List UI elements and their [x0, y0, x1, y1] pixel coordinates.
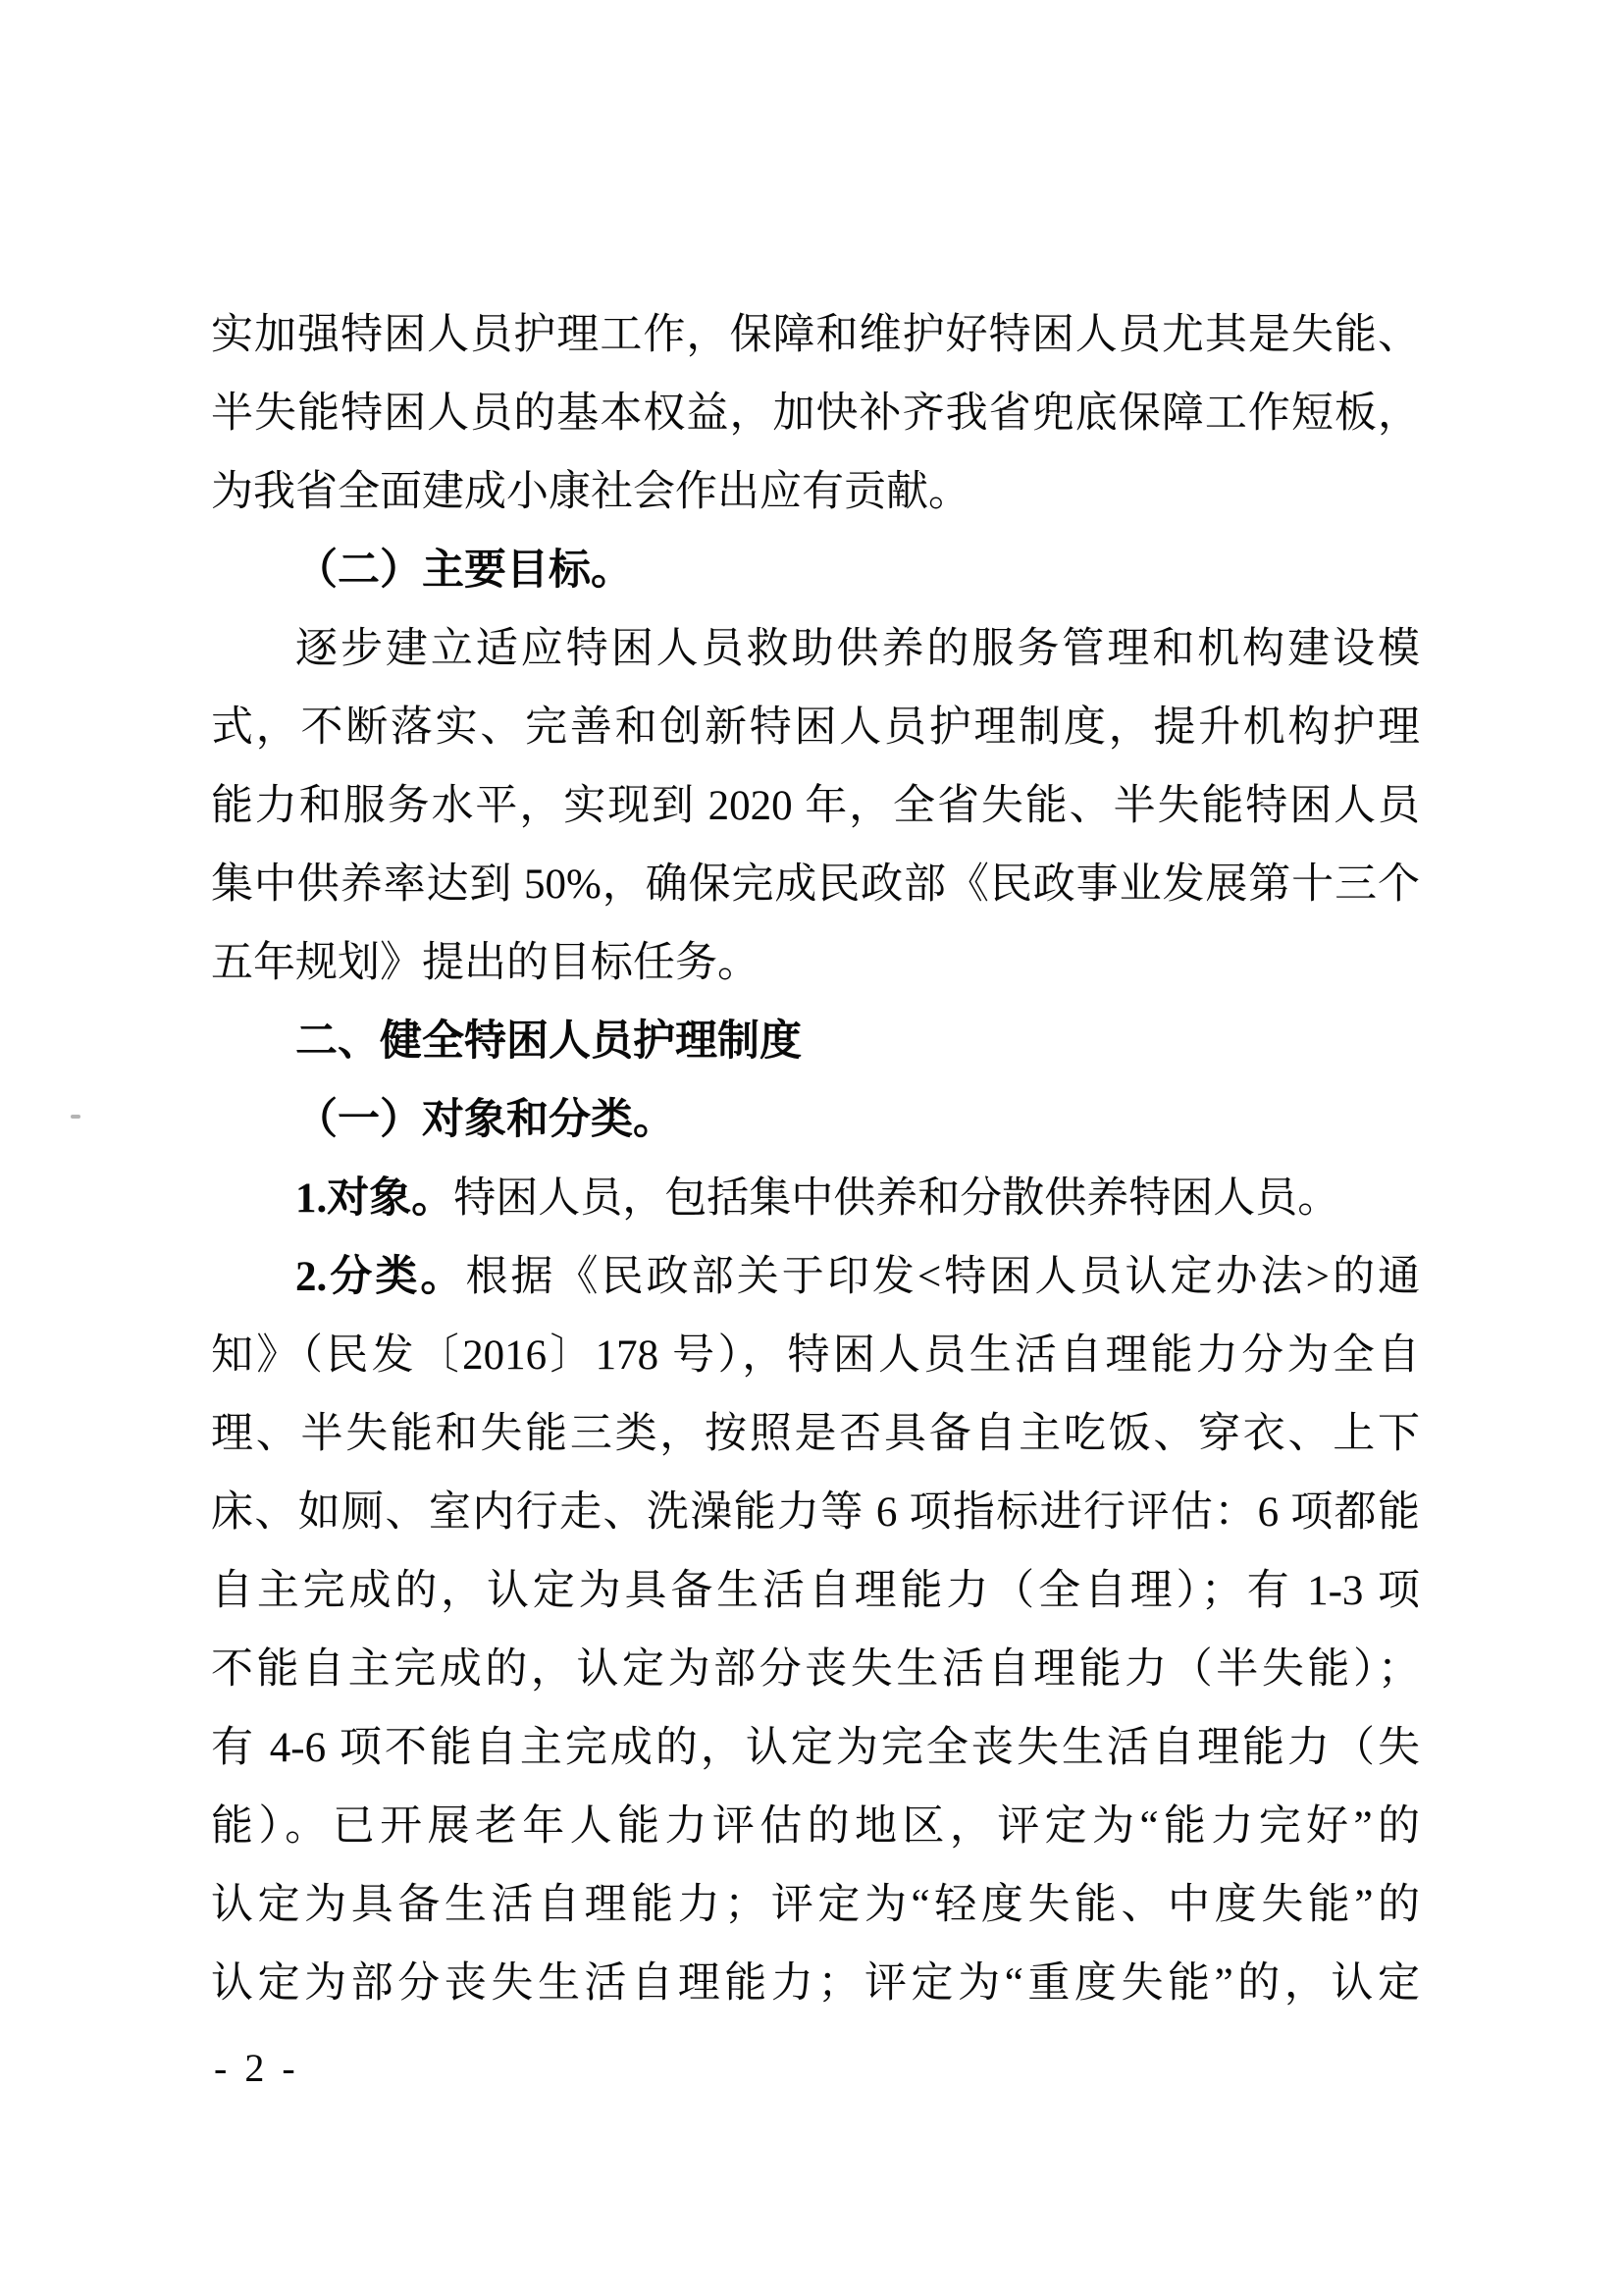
body-text: 能力和服务水平，实现到 2020 年，全省失能、半失能特困人员 — [211, 783, 1420, 829]
body-text: 理、半失能和失能三类，按照是否具备自主吃饭、穿衣、上下 — [211, 1411, 1420, 1457]
body-text: 实加强特困人员护理工作，保障和维护好特困人员尤其是失能、 — [211, 312, 1420, 358]
body-text: 知》（民发〔2016〕178 号），特困人员生活自理能力分为全自 — [211, 1332, 1420, 1379]
body-text: 集中供养率达到 50%，确保完成民政部《民政事业发展第十三个 — [211, 861, 1420, 908]
body-text: 特困人员，包括集中供养和分散供养特困人员。 — [453, 1175, 1340, 1222]
body-text: 能）。已开展老年人能力评估的地区，评定为“能力完好”的 — [211, 1803, 1420, 1850]
text-line — [211, 1866, 1420, 1945]
text-line — [211, 924, 1420, 1003]
heading-text: 1.对象。 — [295, 1175, 454, 1222]
document-body — [211, 296, 1420, 2023]
scan-artifact-speck — [71, 1115, 80, 1119]
text-line — [211, 532, 1420, 610]
body-text: 式，不断落实、完善和创新特困人员护理制度，提升机构护理 — [211, 704, 1420, 751]
text-line — [211, 767, 1420, 846]
text-line — [211, 375, 1420, 453]
text-line — [211, 296, 1420, 375]
body-text: 为我省全面建成小康社会作出应有贡献。 — [211, 469, 970, 515]
text-line — [211, 1160, 1420, 1238]
heading-text: 2.分类。 — [295, 1254, 466, 1300]
text-line — [211, 1552, 1420, 1631]
heading-text: （二）主要目标。 — [295, 548, 633, 594]
body-text: 逐步建立适应特困人员救助供养的服务管理和机构建设模 — [295, 626, 1420, 672]
text-line — [211, 1081, 1420, 1160]
body-text: 认定为部分丧失生活自理能力；评定为“重度失能”的，认定 — [211, 1960, 1420, 2007]
text-line — [211, 1788, 1420, 1866]
text-line — [211, 1395, 1420, 1474]
text-line — [211, 1631, 1420, 1709]
body-text: 不能自主完成的，认定为部分丧失生活自理能力（半失能）； — [211, 1646, 1420, 1693]
text-line — [211, 1945, 1420, 2023]
text-line — [211, 689, 1420, 767]
text-line — [211, 1003, 1420, 1081]
body-text: 五年规划》提出的目标任务。 — [211, 940, 759, 986]
text-line — [211, 1474, 1420, 1552]
body-text: 根据《民政部关于印发<特困人员认定办法>的通 — [465, 1254, 1420, 1300]
heading-text: （一）对象和分类。 — [295, 1097, 675, 1143]
heading-text: 二、健全特困人员护理制度 — [295, 1018, 802, 1065]
body-text: 半失能特困人员的基本权益，加快补齐我省兜底保障工作短板， — [211, 391, 1420, 437]
text-line — [211, 453, 1420, 532]
page-number: - 2 - — [214, 2046, 299, 2090]
text-line — [211, 846, 1420, 924]
text-line — [211, 1238, 1420, 1317]
body-text: 自主完成的，认定为具备生活自理能力（全自理）；有 1-3 项 — [211, 1568, 1420, 1614]
text-line — [211, 1317, 1420, 1395]
text-line — [211, 1709, 1420, 1788]
body-text: 床、如厕、室内行走、洗澡能力等 6 项指标进行评估：6 项都能 — [211, 1489, 1420, 1536]
text-line — [211, 610, 1420, 689]
body-text: 认定为具备生活自理能力；评定为“轻度失能、中度失能”的 — [211, 1882, 1420, 1928]
body-text: 有 4-6 项不能自主完成的，认定为完全丧失生活自理能力（失 — [211, 1725, 1420, 1771]
